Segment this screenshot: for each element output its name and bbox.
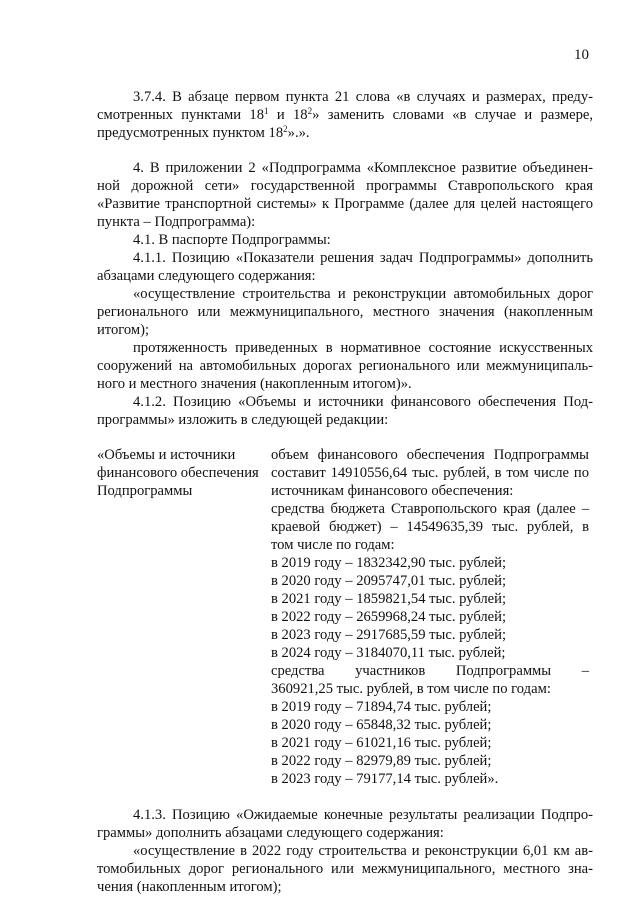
table-right-line-5: краевой бюджет) – 14549635,39 тыс. рублей, в — [271, 519, 589, 535]
quote-1-line-3: итогом); — [97, 322, 150, 338]
budget-year-2020: в 2020 году – 2095747,01 тыс. рублей; — [271, 573, 507, 589]
table-left-line-3: Подпрограммы — [97, 483, 193, 499]
participants-line-2: 360921,25 тыс. рублей, в том числе по годам: — [271, 681, 551, 697]
paragraph-4-1: 4.1. В паспорте Подпрограммы: — [133, 232, 331, 248]
budget-year-2022: в 2022 году – 2659968,24 тыс. рублей; — [271, 609, 507, 625]
table-right-line-6: том числе по годам: — [271, 537, 395, 553]
quote-2-line-1: протяженность приведенных в нормативное состояние искусственных — [133, 340, 593, 356]
paragraph-4-line-3: «Развитие транспортной системы» к Программе (далее для целей настоящего — [97, 196, 593, 212]
paragraph-4-1-3-line-1: 4.1.3. Позицию «Ожидаемые конечные результаты реализации Подпро- — [133, 807, 593, 823]
quote-2-line-3: ного и местного значения (накопленным итогом)». — [97, 376, 412, 392]
quote-1-line-1: «осуществление строительства и реконструкции автомобильных дорог — [133, 286, 593, 302]
participant-year-2020: в 2020 году – 65848,32 тыс. рублей; — [271, 717, 492, 733]
quote-2-line-2: сооружений на автомобильных дорогах регионального или межмуниципаль- — [97, 358, 593, 374]
paragraph-4-1-2-line-1: 4.1.2. Позицию «Объемы и источники финансового обеспечения Под- — [133, 394, 593, 410]
paragraph-3-7-4-line-1: 3.7.4. В абзаце первом пункта 21 слова «в случаях и размерах, преду- — [133, 89, 593, 105]
paragraph-3-7-4-line-2: смотренных пунктами $18^1$ и $18^2$» заменить словами «в случае и размере, — [97, 106, 594, 123]
quote-3-line-3: чения (накопленным итогом); — [97, 879, 282, 895]
paragraph-4-1-1-line-2: абзацами следующего содержания: — [97, 268, 316, 284]
quote-1-line-2: регионального или межмуниципального, местного значения (накопленным — [97, 304, 593, 320]
page-number: 10 — [574, 47, 589, 63]
paragraph-4-1-3-line-2: граммы» дополнить абзацами следующего содержания: — [97, 825, 444, 841]
table-right-line-2: составит 14910556,64 тыс. рублей, в том числе по — [271, 465, 589, 481]
quote-3-line-1: «осуществление в 2022 году строительства и реконструкции 6,01 км ав- — [133, 843, 593, 859]
paragraph-3-7-4-line-3: предусмотренных пунктом $18^2$».». — [97, 124, 310, 141]
table-right-line-1: объем финансового обеспечения Подпрограммы — [271, 447, 589, 463]
participant-year-2019: в 2019 году – 71894,74 тыс. рублей; — [271, 699, 492, 715]
paragraph-4-line-2: ной дорожной сети» государственной программы Ставропольского края — [97, 178, 593, 194]
budget-year-2019: в 2019 году – 1832342,90 тыс. рублей; — [271, 555, 507, 571]
paragraph-4-line-4: пункта – Подпрограмма): — [97, 214, 256, 230]
table-right-line-4: средства бюджета Ставропольского края (далее – — [271, 501, 589, 517]
quote-3-line-2: томобильных дорог регионального или межмуниципального, местного зна- — [97, 861, 593, 877]
paragraph-4-1-1-line-1: 4.1.1. Позицию «Показатели решения задач Подпрограммы» дополнить — [133, 250, 593, 266]
participant-year-2022: в 2022 году – 82979,89 тыс. рублей; — [271, 753, 492, 769]
participants-line-1: средства участников Подпрограммы – — [271, 663, 589, 679]
budget-year-2024: в 2024 году – 3184070,11 тыс. рублей; — [271, 645, 506, 661]
paragraph-4-line-1: 4. В приложении 2 «Подпрограмма «Комплексное развитие объединен- — [133, 160, 593, 176]
paragraph-4-1-2-line-2: программы» изложить в следующей редакции: — [97, 412, 389, 428]
table-left-line-2: финансового обеспечения — [97, 465, 259, 481]
budget-year-2021: в 2021 году – 1859821,54 тыс. рублей; — [271, 591, 507, 607]
table-right-line-3: источникам финансового обеспечения: — [271, 483, 514, 499]
table-left-line-1: «Объемы и источники — [97, 447, 236, 463]
participant-year-2023: в 2023 году – 79177,14 тыс. рублей». — [271, 771, 499, 787]
participant-year-2021: в 2021 году – 61021,16 тыс. рублей; — [271, 735, 492, 751]
budget-year-2023: в 2023 году – 2917685,59 тыс. рублей; — [271, 627, 507, 643]
